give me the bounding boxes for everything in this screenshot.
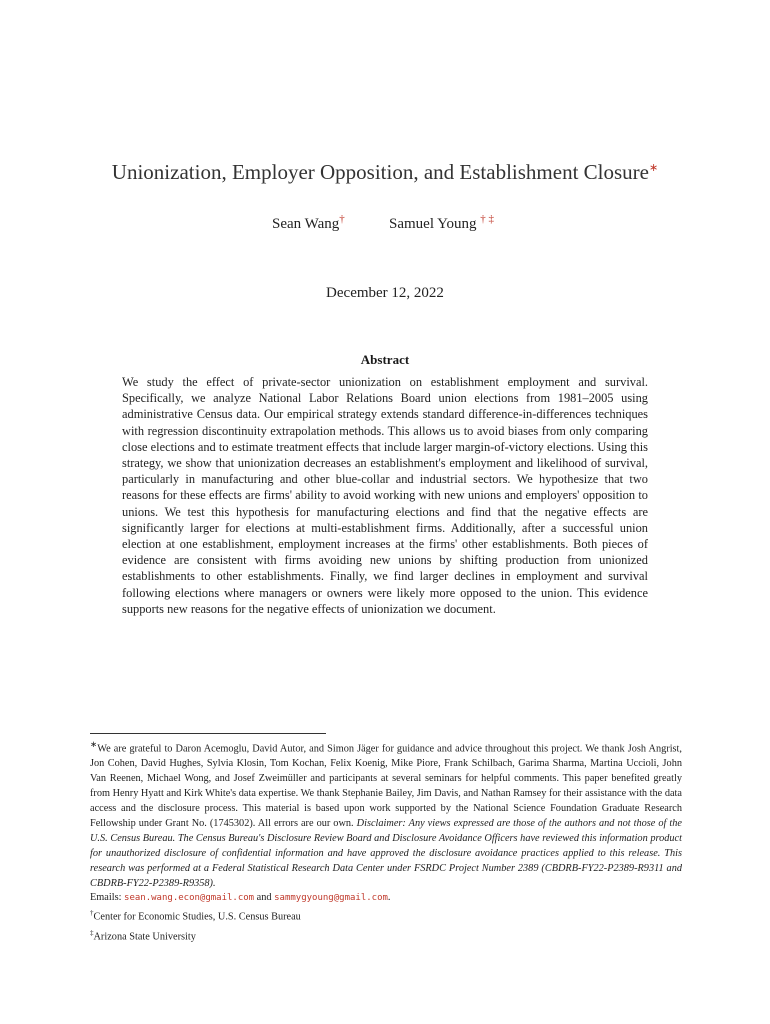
footnote-mark: ∗ <box>90 739 98 749</box>
footnote-mark: † <box>90 909 94 918</box>
author-affiliation-marks: † <box>339 213 345 225</box>
author-name: Samuel Young <box>389 216 477 232</box>
emails-label: Emails: <box>90 892 122 904</box>
footnote-affiliation-asu <box>90 926 682 945</box>
abstract-body: We study the effect of private-sector unionization on establishment employment and survival. Specifically, we analyze National Labor Relations Board union elections from 1981–2005 using administrative Census data. Our empirical strategy extends standard difference-in-differences techniques with regression discontinuity extrapolation methods. This allows us to avoid biases from only comparing close elections and to estimate treatment effects that include larger margin-of-victory elections. Using this strategy, we show that unionization decreases an establishment's employment and likelihood of survival, particularly in manufacturing and other blue-collar and industrial sectors. We hypothesize that two reasons for these effects are firms' ability to avoid working with new unions and employers' opposition to unions. We test this hypothesis for manufacturing elections and find that the negative effects are significantly larger for elections at multi-establishment firms. Additionally, after a successful union election at one establishment, employment increases at the firms' other establishments. Both pieces of evidence are consistent with firms avoiding new unions by shifting production from unionized establishments to other establishments. Finally, we find larger declines in employment and survival following elections where managers or owners were likely more opposed to the union. This evidence supports new reasons for the negative effects of unionization we document. <box>122 375 648 616</box>
author-samuel-young <box>389 213 494 233</box>
title-footnote-mark: ∗ <box>648 162 659 174</box>
acknowledgements-text: We are grateful to Daron Acemoglu, David Autor, and Simon Jäger for guidance and advice throughout this project. We thank Josh Angrist, Jon Cohen, David Hughes, Sylvia Klosin, Tom Kochan, Felix Koenig, Mike Piore, Frank Schilbach, Garima Sharma, Martina Uccioli, John Van Reenen, Michael Wong, and Josef Zweimüller and participants at several seminars for helpful comments. This paper benefited greatly from Henry Hyatt and Kirk White's data expertise. We thank Stephanie Bailey, Jim Davis, and Nathan Ramsey for their assistance with the data access and the disclosure process. This material is based upon work supported by the National Science Foundation Graduate Research Fellowship under Grant No. (1745302). All errors are our own. <box>90 743 682 829</box>
emails-period: . <box>387 892 391 904</box>
footnote-affiliation-census <box>90 906 682 925</box>
footnote-acknowledgements <box>90 737 682 891</box>
footnote-mark: ‡ <box>90 928 94 937</box>
affiliation-text: Center for Economic Studies, U.S. Census Bureau <box>93 911 301 923</box>
author-name: Sean Wang <box>272 216 340 232</box>
emails-and: and <box>256 892 272 904</box>
publication-date: December 12, 2022 <box>326 285 444 301</box>
affiliation-text: Arizona State University <box>93 931 196 943</box>
author-list <box>0 213 770 233</box>
footnotes <box>90 737 682 945</box>
footnote-emails <box>90 891 682 906</box>
email-link-samuel[interactable]: sammygyoung@gmail.com <box>274 893 388 904</box>
email-link-sean[interactable]: sean.wang.econ@gmail.com <box>124 893 255 904</box>
paper-title <box>40 160 730 185</box>
author-sean-wang <box>272 213 345 233</box>
footnote-rule <box>90 733 326 734</box>
title-text: Unionization, Employer Opposition, and Establishment Closure <box>111 160 649 184</box>
disclaimer-text: Disclaimer: Any views expressed are those of the authors and not those of the U.S. Census Bureau. The Census Bureau's Disclosure Review Board and Disclosure Avoidance Officers have reviewed this information product for unauthorized disclosure of confidential information and have approved the disclosure avoidance practices applied to this release. This research was performed at a Federal Statistical Research Data Center under FSRDC Project Number 2389 (CBDRB-FY22-P2389-R9311 and CBDRB-FY22-P2389-R9358). <box>90 817 682 889</box>
abstract-heading: Abstract <box>360 352 410 367</box>
author-affiliation-marks: † ‡ <box>480 213 495 225</box>
